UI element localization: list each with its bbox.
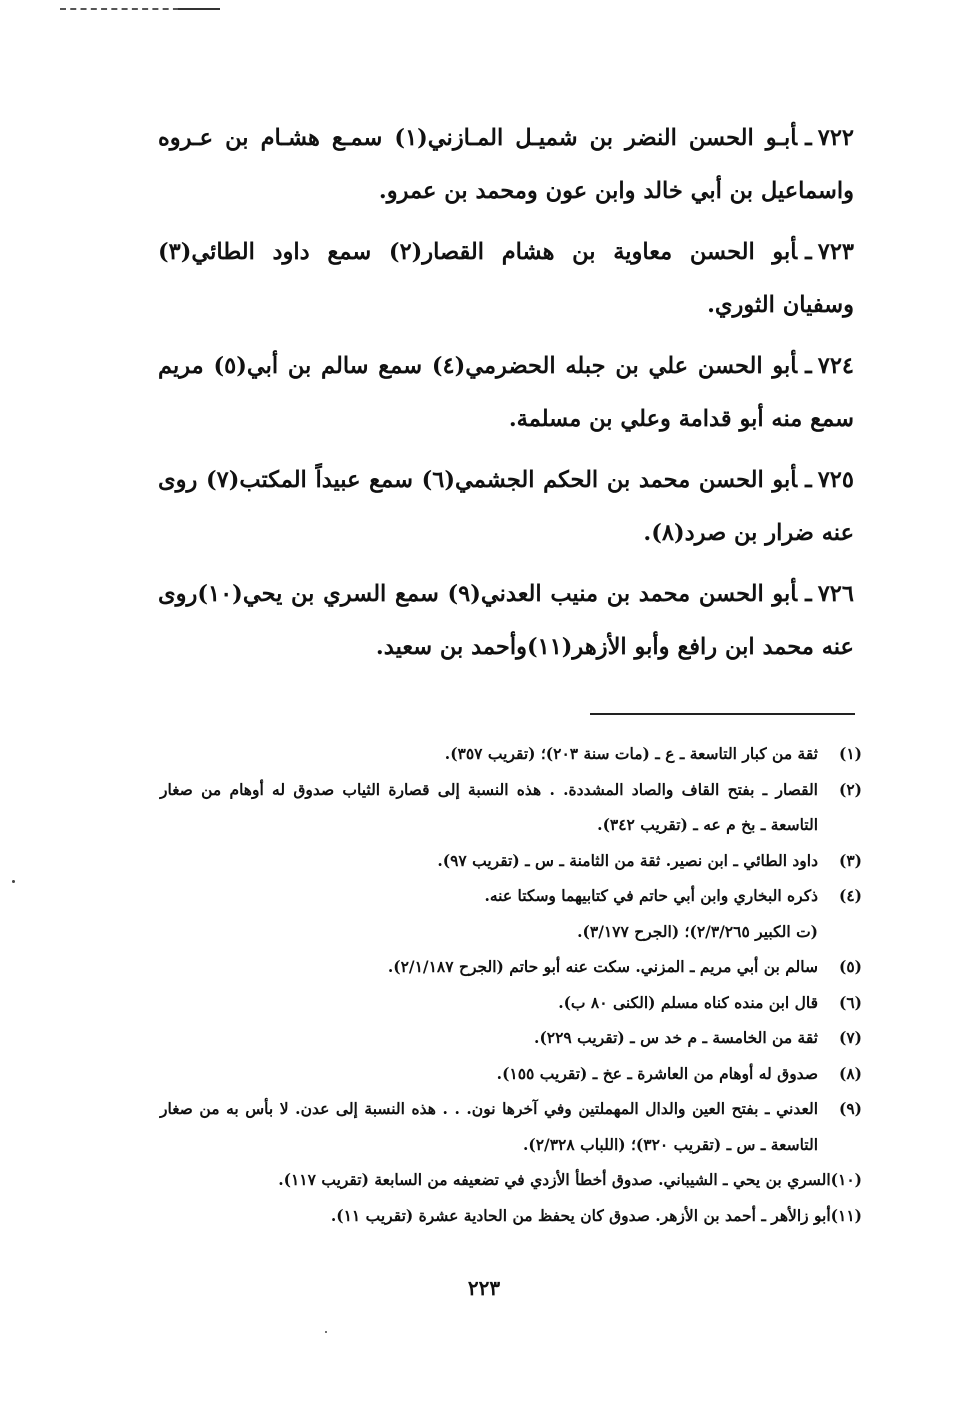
footnote-text: صدوق له أوهام من العاشرة ـ عخ ـ (تقريب ١٥٥). (496, 1063, 818, 1083)
footnote-3 (160, 843, 862, 879)
entry-723 (158, 226, 854, 332)
footnote-number: (٨) (838, 1063, 862, 1083)
top-solid-rule (178, 8, 220, 10)
footnote-4 (160, 878, 862, 914)
entry-text: أبو الحسن علي بن جبله الحضرمي(٤) سمع سالم بن أبي(٥) مريم سمع منه أبو قدامة وعلي بن مسلمة. (158, 353, 854, 432)
entry-text: أبـو الحسن النضر بن شميـل المـازني(١) سمـع هشـام بن عـروه واسماعيل بن أبي خالد وابن عون ومحمد بن عمرو. (158, 125, 854, 204)
entry-dash: ـ (805, 239, 812, 265)
footnote-number: (٣) (838, 850, 862, 870)
footnote-number: (١١) (830, 1205, 862, 1225)
footnote-separator (590, 713, 855, 715)
footnote-number: (٥) (838, 957, 862, 976)
entry-722 (158, 112, 854, 218)
page-number: ٢٢٣ (467, 1276, 501, 1300)
entry-dash: ـ (805, 125, 812, 151)
scan-speck (325, 1331, 327, 1333)
footnote-text: القصار ـ بفتح القاف والصاد المشددة. . هذه النسبة إلى قصارة الثياب صدوق له أوهام من صغار التاسعة ـ بخ م عه ـ (تقريب ٣٤٢). (160, 779, 818, 834)
scan-speck (12, 880, 15, 883)
footnote-7 (160, 1020, 862, 1056)
entry-726 (158, 568, 854, 674)
footnote-text: ثقة من الخامسة ـ م خد س ـ (تقريب ٢٢٩). (534, 1028, 818, 1047)
entry-dash: ـ (805, 581, 812, 607)
entry-text: أبو الحسن معاوية بن هشام القصار(٢) سمع داود الطائي(٣) وسفيان الثوري. (158, 239, 854, 318)
footnote-number: (٧) (838, 1028, 862, 1047)
footnote-number: (١) (838, 744, 862, 763)
footnote-number: (٢) (838, 779, 862, 799)
entry-text: أبو الحسن محمد بن منيب العدني(٩) سمع السري بن يحي(١٠)روى عنه محمد ابن رافع وأبو الأزهر(١١)وأحمد بن سعيد. (158, 581, 854, 660)
footnote-number: (٤) (838, 886, 862, 905)
footnote-text: السري بن يحي ـ الشيباني. صدوق أخطأ الأزدي في تضعيفه من السابعة (تقريب ١١٧). (278, 1170, 831, 1189)
entry-724 (158, 340, 854, 446)
footnote-5 (160, 949, 862, 985)
entry-number: ٧٢٦ (817, 581, 854, 607)
footnote-number: (٦) (838, 992, 862, 1012)
entry-number: ٧٢٤ (817, 353, 855, 379)
entries-list (158, 112, 854, 682)
entry-number: ٧٢٣ (817, 239, 855, 265)
footnote-9 (160, 1091, 862, 1162)
footnote-6 (160, 985, 862, 1021)
footnote-11 (160, 1198, 862, 1234)
footnote-text: سالم بن أبي مريم ـ المزني. سكت عنه أبو حاتم (الجرح ٢/١/١٨٧). (387, 957, 818, 976)
footnote-text: ذكره البخاري وابن أبي حاتم في كتابيهما وسكتا عنه. (484, 886, 818, 905)
footnote-4-continuation (160, 914, 862, 950)
footnote-2 (160, 772, 862, 843)
entry-725 (158, 454, 854, 560)
footnote-text: داود الطائي ـ ابن نصير. ثقة من الثامنة ـ س ـ (تقريب ٩٧). (437, 850, 818, 870)
entry-number: ٧٢٢ (817, 125, 854, 151)
footnote-10 (160, 1162, 862, 1198)
entry-dash: ـ (805, 353, 812, 379)
footnote-text: (ت الكبير ٢/٣/٢٦٥)؛ (الجرح ٣/١٧٧). (577, 921, 818, 941)
footnote-number: (٩) (838, 1099, 862, 1118)
footnote-text: قال ابن منده كناه مسلم (الكنى ٨٠ ب). (558, 992, 818, 1012)
entry-dash: ـ (805, 467, 812, 493)
footnotes-list (160, 736, 862, 1233)
entry-number: ٧٢٥ (817, 467, 854, 493)
footnote-text: أبو زالأهر ـ أحمد بن الأزهر. صدوق كان يحفظ من الحادية عشرة (تقريب ١١). (330, 1205, 831, 1225)
footnote-1 (160, 736, 862, 772)
footnote-number: (١٠) (830, 1170, 862, 1189)
footnote-text: ثقة من كبار التاسعة ـ ع ـ (مات سنة ٢٠٣)؛ (تقريب ٣٥٧). (444, 744, 818, 763)
footnote-text: العدني ـ بفتح العين والدال المهملتين وفي آخرها نون. . . هذه النسبة إلى عدن. لا بأس به من صغار التاسعة ـ س ـ (تقريب ٣٢٠)؛ (اللباب ٢/٣٢٨). (160, 1099, 818, 1154)
entry-text: أبو الحسن محمد بن الحكم الجشمي(٦) سمع عبيداً المكتب(٧) روى عنه ضرار بن صرد(٨). (158, 467, 854, 546)
footnote-8 (160, 1056, 862, 1092)
